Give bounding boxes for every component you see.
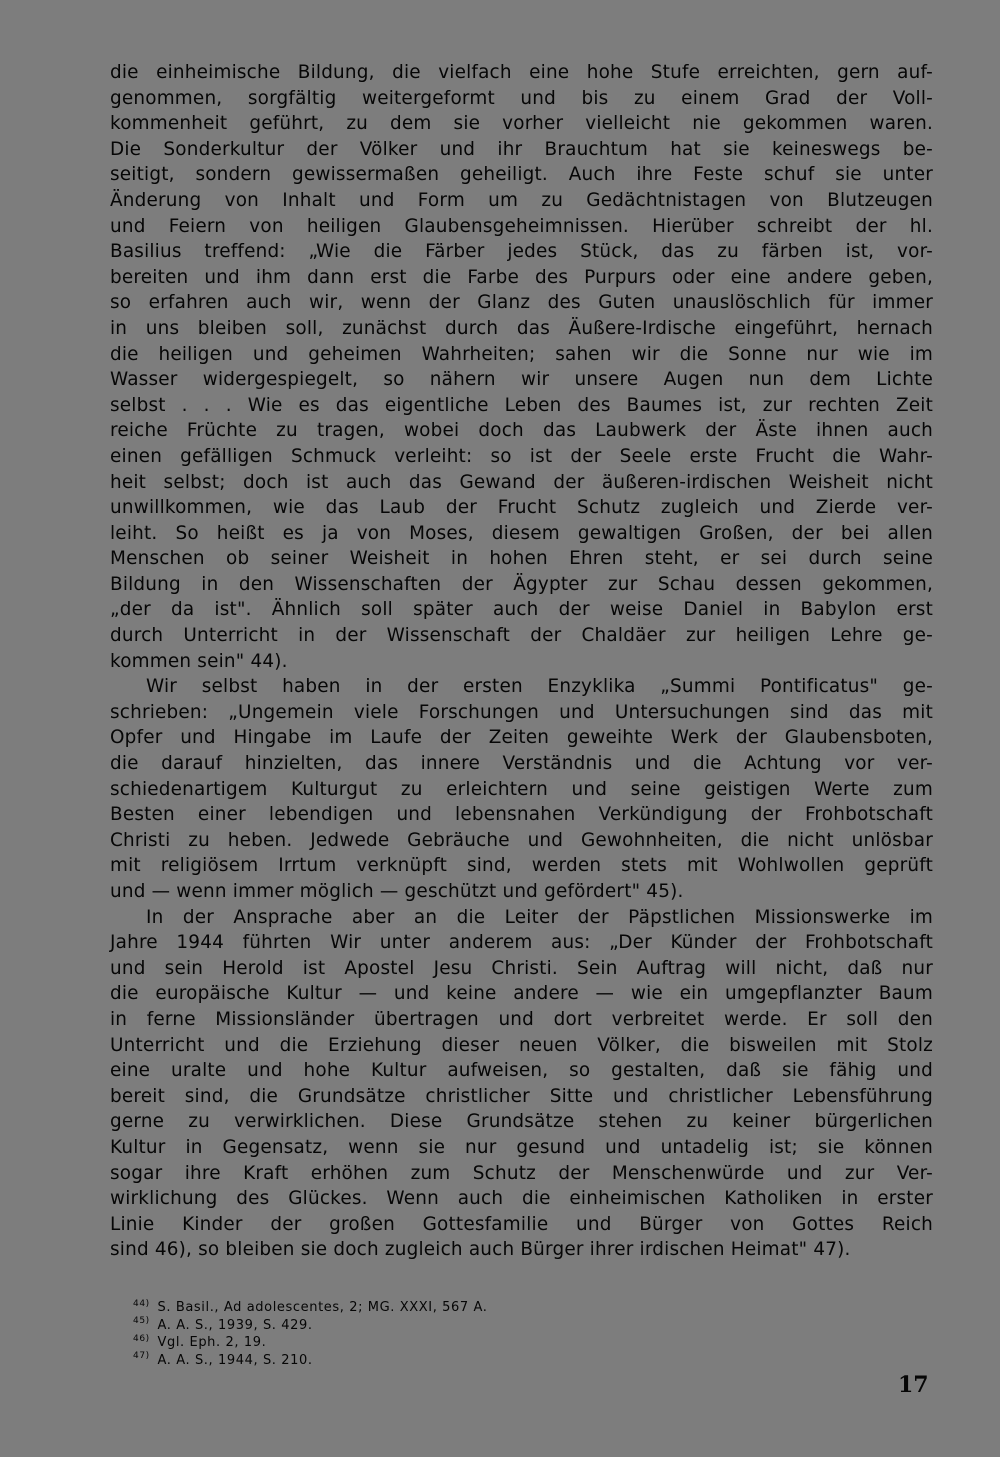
text-line: die heiligen und geheimen Wahrheiten; sahen wir die Sonne nur wie im [110,343,933,365]
text-line: sind 46), so bleiben sie doch zugleich auch Bürger ihrer irdischen Heimat" 47). [110,1239,851,1261]
text-line: Basilius treffend: „Wie die Färber jedes Stück, das zu färben ist, vor- [110,241,933,263]
text-line: und Feiern von heiligen Glaubensgeheimnissen. Hierüber schreibt der hl. [110,215,933,237]
text-line: eine uralte und hohe Kultur aufweisen, so gestalten, daß sie fähig und [110,1060,933,1082]
text-line: seitigt, sondern gewissermaßen geheiligt. Auch ihre Feste schuf sie unter [110,164,933,186]
page-number: 17 [898,1372,929,1398]
text-line: schrieben: „Ungemein viele Forschungen und Untersuchungen sind das mit [110,701,933,723]
text-line: Wir selbst haben in der ersten Enzyklika „Summi Pontificatus" ge- [146,676,933,698]
text-line: Unterricht und die Erziehung dieser neuen Völker, die bisweilen mit Stolz [110,1034,933,1056]
text-line: sogar ihre Kraft erhöhen zum Schutz der Menschenwürde und zur Ver- [110,1162,933,1184]
text-line: In der Ansprache aber an die Leiter der Päpstlichen Missionswerke im [146,906,933,928]
text-line: Änderung von Inhalt und Form um zu Gedächtnistagen von Blutzeugen [110,189,933,211]
text-line: Die Sonderkultur der Völker und ihr Brauchtum hat sie keineswegs be- [110,138,933,160]
text-line: die europäische Kultur — und keine andere — wie ein umgepflanzter Baum [110,983,933,1005]
text-line: in uns bleiben soll, zunächst durch das Äußere-Irdische eingeführt, hernach [110,317,933,339]
text-line: heit selbst; doch ist auch das Gewand der äußeren-irdischen Weisheit nicht [110,471,933,493]
text-line: unwillkommen, wie das Laub der Frucht Schutz zugleich und Zierde ver- [110,497,933,519]
text-line: die darauf hinzielten, das innere Verständnis und die Achtung vor ver- [110,753,933,775]
footnote [133,1352,488,1370]
footnote-number: 44) [133,1298,150,1309]
text-line: „der da ist". Ähnlich soll später auch der weise Daniel in Babylon erst [110,599,933,621]
text-line: und — wenn immer möglich — geschützt und gefördert" 45). [110,881,684,902]
main-text [110,60,933,1263]
text-line: Opfer und Hingabe im Laufe der Zeiten geweihte Werk der Glaubensboten, [110,727,933,749]
footnote-text: S. Basil., Ad adolescentes, 2; MG. XXXI, 567 A. [157,1300,488,1315]
text-line: wirklichung des Glückes. Wenn auch die einheimischen Katholiken in erster [110,1188,933,1210]
text-line: Linie Kinder der großen Gottesfamilie und Bürger von Gottes Reich [110,1213,933,1235]
text-line: genommen, sorgfältig weitergeformt und bis zu einem Grad der Voll- [110,87,933,109]
text-line: schiedenartigem Kulturgut zu erleichtern und seine geistigen Werte zum [110,778,933,800]
footnotes [133,1299,488,1369]
footnote-text: Vgl. Eph. 2, 19. [157,1335,267,1350]
footnote-number: 47) [133,1351,150,1362]
text-line: gerne zu verwirklichen. Diese Grundsätze stehen zu keiner bürgerlichen [110,1111,933,1133]
text-line: Kultur in Gegensatz, wenn sie nur gesund und untadelig ist; sie können [110,1136,933,1158]
text-line: und sein Herold ist Apostel Jesu Christi. Sein Auftrag will nicht, daß nur [110,957,933,979]
text-line: kommen sein" 44). [110,650,288,672]
text-line: Jahre 1944 führten Wir unter anderem aus: „Der Künder der Frohbotschaft [110,932,933,954]
text-line: leiht. So heißt es ja von Moses, diesem gewaltigen Großen, der bei allen [110,522,933,544]
footnote-text: A. A. S., 1939, S. 429. [157,1317,313,1333]
text-line: so erfahren auch wir, wenn der Glanz des Guten unauslöschlich für immer [110,292,933,314]
text-line: reiche Früchte zu tragen, wobei doch das Laubwerk der Äste ihnen auch [110,420,933,442]
text-line: in ferne Missionsländer übertragen und dort verbreitet werde. Er soll den [110,1008,933,1030]
text-line: die einheimische Bildung, die vielfach eine hohe Stufe erreichten, gern auf- [110,62,933,83]
text-line: mit religiösem Irrtum verknüpft sind, werden stets mit Wohlwollen geprüft [110,855,933,877]
text-line: kommenheit geführt, zu dem sie vorher vielleicht nie gekommen waren. [110,113,933,135]
footnote [133,1317,488,1335]
footnote-number: 45) [133,1316,150,1327]
text-line: selbst . . . Wie es das eigentliche Leben des Baumes ist, zur rechten Zeit [110,394,933,416]
text-line: Menschen ob seiner Weisheit in hohen Ehren steht, er sei durch seine [110,548,933,570]
text-line: bereiten und ihm dann erst die Farbe des Purpurs oder eine andere geben, [110,266,933,288]
text-line: Christi zu heben. Jedwede Gebräuche und Gewohnheiten, die nicht unlösbar [110,829,933,851]
text-line: Wasser widergespiegelt, so nähern wir unsere Augen nun dem Lichte [110,369,933,391]
text-line: durch Unterricht in der Wissenschaft der Chaldäer zur heiligen Lehre ge- [110,625,933,647]
footnote [133,1299,488,1317]
text-line: Besten einer lebendigen und lebensnahen Verkündigung der Frohbotschaft [110,804,933,826]
footnote-text: A. A. S., 1944, S. 210. [157,1352,313,1368]
text-line: Bildung in den Wissenschaften der Ägypter zur Schau dessen gekommen, [110,573,933,595]
footnote [133,1334,488,1352]
text-line: einen gefälligen Schmuck verleiht: so ist der Seele erste Frucht die Wahr- [110,445,933,467]
text-line: bereit sind, die Grundsätze christlicher Sitte und christlicher Lebensführung [110,1085,933,1107]
footnote-number: 46) [133,1333,150,1344]
